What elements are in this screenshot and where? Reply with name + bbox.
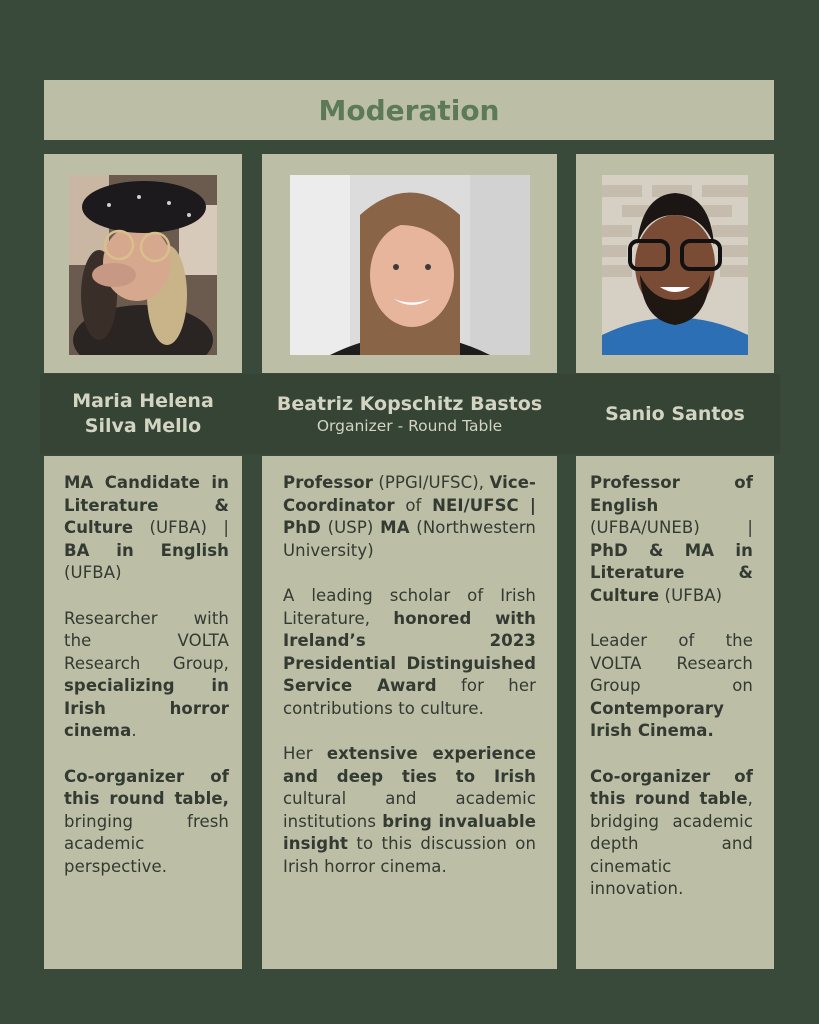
name-sanio [576, 376, 774, 452]
name-line-1: Sanio Santos [605, 402, 745, 425]
photo-card-beatriz [262, 154, 557, 373]
role-label: Organizer - Round Table [316, 417, 503, 435]
bio-paragraph [283, 743, 536, 878]
bio-bold-text: NEI/UFSC | PhD [283, 495, 537, 537]
bio-text [283, 472, 536, 878]
bio-bold-text: BA in English [64, 540, 229, 560]
bio-paragraph [283, 585, 536, 720]
bio-text-run: A leading scholar of Irish Literature, [283, 586, 536, 628]
bio-bold-text: Co-organizer of this round table [590, 766, 753, 808]
name-maria [44, 376, 242, 452]
bio-text-run: (Northwestern University) [283, 518, 536, 560]
portrait-sanio [602, 175, 748, 355]
bio-text-run: bringing fresh academic perspective. [64, 811, 229, 876]
bio-text-run: (UFBA) | [133, 518, 229, 537]
bio-text-run: to this discussion on Irish horror cinema. [283, 834, 536, 876]
bio-bold-text: MA Candidate in Literature & Culture [64, 473, 229, 537]
bio-text-run: for her contributions to culture. [283, 676, 536, 718]
bio-bold-text: Professor [283, 473, 373, 492]
bio-card-beatriz [262, 456, 557, 969]
bio-text [590, 472, 753, 901]
bio-bold-text: specializing in Irish horror cinema [64, 676, 229, 740]
bio-paragraph [283, 472, 536, 562]
moderation-header [44, 80, 774, 140]
photo-card-sanio [576, 154, 774, 373]
bio-bold-text: bring invaluable insight [283, 811, 536, 853]
sanio-photo-image [602, 175, 748, 355]
bio-paragraph [590, 630, 753, 743]
bio-text-run: Researcher with the VOLTA Research Group, [64, 608, 229, 673]
bio-text-run: cultural and academic institutions [283, 789, 536, 831]
portrait-beatriz [290, 175, 530, 355]
photo-card-maria [44, 154, 242, 373]
bio-text-run: (UFBA) [64, 563, 122, 582]
bio-text-run: Leader of the VOLTA Research Group on [590, 631, 753, 695]
name-line-2: Silva Mello [84, 415, 202, 437]
bio-text-run: , bridging academic depth and cinematic innovation. [590, 789, 753, 898]
bio-card-maria [44, 456, 242, 969]
bio-text-run: . [131, 721, 137, 740]
bio-text-run: (USP) [320, 518, 381, 537]
bio-bold-text: Co-organizer of this round table, [64, 766, 229, 808]
portrait-maria [69, 175, 217, 355]
bio-text-run: Her [283, 744, 327, 763]
bio-paragraph [64, 472, 229, 585]
name-line-1: Maria Helena [72, 390, 214, 412]
name-line-1: Beatriz Kopschitz Bastos [276, 393, 543, 415]
bio-text [64, 472, 229, 878]
bio-text-run: (UFBA) [659, 585, 723, 605]
bio-bold-text: honored with Ireland’s 2023 Presidential Distinguished Service Award [283, 608, 537, 695]
beatriz-photo-image [290, 175, 530, 355]
bio-bold-text: Contemporary Irish Cinema. [590, 698, 724, 740]
bio-bold-text: Professor of English [590, 473, 753, 515]
bio-text-run: (PPGI/UFSC), [372, 473, 490, 492]
bio-bold-text: extensive experience and deep ties to Irish [283, 744, 536, 786]
maria-photo-image [69, 175, 217, 355]
bio-paragraph [64, 608, 229, 743]
page-title: Moderation [318, 93, 500, 127]
bio-text-run: (UFBA/UNEB) | [590, 518, 753, 537]
name-beatriz [262, 376, 557, 452]
bio-card-sanio [576, 456, 774, 969]
bio-paragraph [590, 766, 753, 901]
bio-paragraph [64, 766, 229, 879]
bio-bold-text: Vice-Coordinator [283, 473, 536, 515]
bio-paragraph [590, 472, 753, 607]
bio-bold-text: PhD & MA in Literature & Culture [590, 540, 753, 605]
bio-text-run: of [394, 495, 433, 515]
bio-bold-text: MA [380, 518, 410, 537]
